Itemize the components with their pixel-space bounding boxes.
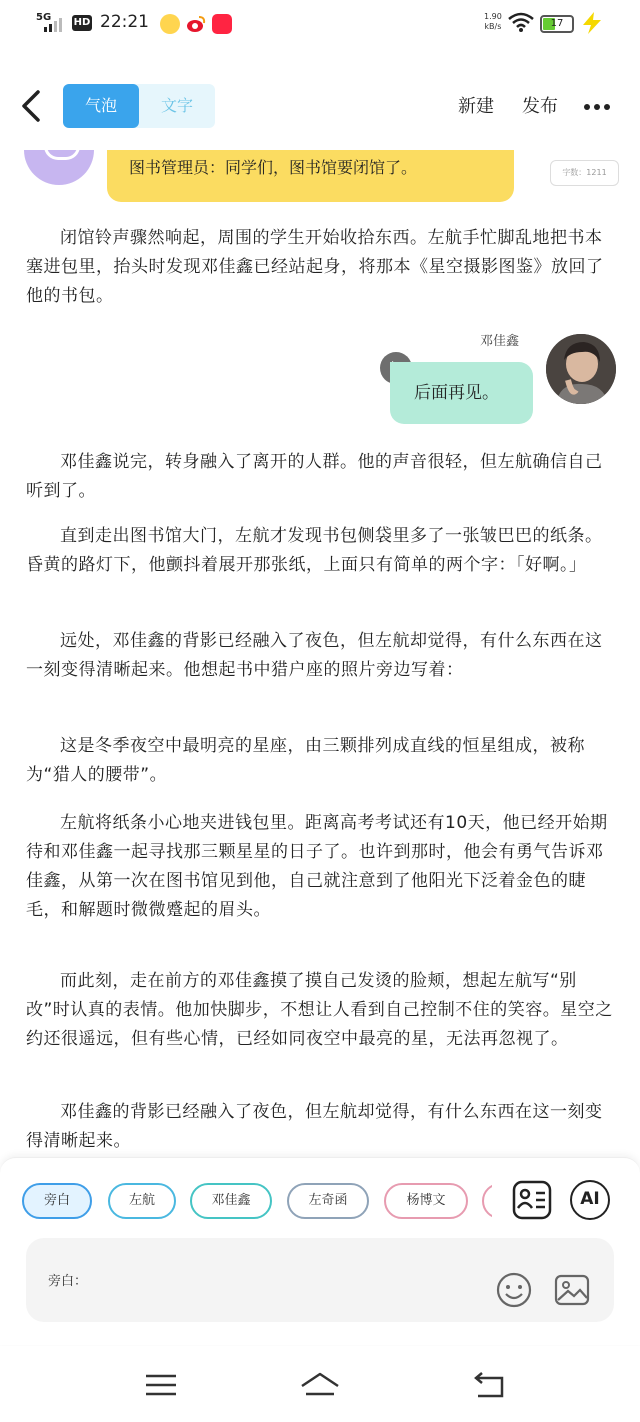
- signal-icon: [44, 18, 64, 32]
- back-nav-icon[interactable]: [468, 1368, 512, 1402]
- role-chip[interactable]: 左奇函: [287, 1183, 369, 1219]
- paragraph[interactable]: 左航将纸条小心地夹进钱包里。距离高考考试还有10天，他已经开始期待和邓佳鑫一起寻找那三颗星星的日子了。也许到那时，他会有勇气告诉邓佳鑫，从第一次在图书馆见到他，自己就注意到了他阳光下泛着金色的睫毛，和解题时微微蹙起的眉头。: [26, 813, 608, 920]
- network-speed: 1.90 kB/s: [484, 12, 502, 31]
- tab-bubble[interactable]: 气泡: [63, 84, 139, 128]
- story-content[interactable]: [0, 150, 640, 1155]
- character-card-icon[interactable]: [512, 1180, 552, 1220]
- dialogue-bubble-librarian[interactable]: 图书管理员：同学们，图书馆要闭馆了。: [107, 150, 514, 202]
- battery-icon: [540, 15, 574, 33]
- speaker-name: 邓佳鑫: [480, 334, 520, 349]
- input-role-label: 旁白：: [48, 1274, 88, 1289]
- word-count-badge: 字数：1211: [550, 160, 619, 186]
- xiaohongshu-icon: [212, 14, 232, 34]
- weibo-icon: [186, 14, 206, 34]
- role-chip[interactable]: 杨博文: [384, 1183, 468, 1219]
- system-nav-bar: [0, 1346, 640, 1422]
- wifi-icon: [508, 12, 534, 32]
- more-icon[interactable]: [582, 94, 612, 118]
- role-input-panel: [0, 1157, 640, 1345]
- content-input[interactable]: [26, 1238, 614, 1322]
- hd-badge: HD: [72, 15, 92, 31]
- librarian-avatar[interactable]: [24, 150, 94, 185]
- mode-toggle: [63, 84, 215, 128]
- tab-text[interactable]: 文字: [160, 96, 193, 115]
- publish-button[interactable]: 发布: [522, 96, 558, 117]
- dialogue-bubble[interactable]: 后面再见。: [390, 362, 533, 424]
- paragraph[interactable]: 远处，邓佳鑫的背影已经融入了夜色，但左航却觉得，有什么东西在这一刻变得清晰起来。他想起书中猎户座的照片旁边写着：: [26, 631, 603, 680]
- status-bar: [0, 0, 640, 48]
- network-type: 5G: [36, 12, 52, 23]
- paragraph[interactable]: 邓佳鑫说完，转身融入了离开的人群。他的声音很轻，但左航确信自己听到了。: [26, 452, 603, 501]
- role-chip[interactable]: [482, 1183, 492, 1219]
- battery-level: 17: [550, 18, 564, 29]
- role-chip-narrator[interactable]: 旁白: [22, 1183, 92, 1219]
- image-icon[interactable]: [554, 1272, 590, 1308]
- ai-icon[interactable]: AI: [570, 1180, 610, 1220]
- speaker-avatar[interactable]: [546, 334, 616, 404]
- paragraph[interactable]: 闭馆铃声骤然响起，周围的学生开始收拾东西。左航手忙脚乱地把书本塞进包里，抬头时发现邓佳鑫已经站起身，将那本《星空摄影图鉴》放回了他的书包。: [26, 228, 604, 306]
- new-button[interactable]: 新建: [458, 96, 494, 117]
- menu-icon[interactable]: [140, 1368, 184, 1402]
- wechat-icon: [160, 14, 180, 34]
- role-chips: [22, 1182, 492, 1222]
- clock: 22:21: [100, 12, 149, 32]
- charging-icon: [580, 12, 604, 34]
- paragraph[interactable]: 这是冬季夜空中最明亮的星座，由三颗排列成直线的恒星组成，被称为“猎人的腰带”。: [26, 736, 585, 785]
- emoji-icon[interactable]: [496, 1272, 532, 1308]
- role-chip[interactable]: 邓佳鑫: [190, 1183, 272, 1219]
- editor-header: [0, 68, 640, 148]
- role-chip[interactable]: 左航: [108, 1183, 176, 1219]
- paragraph[interactable]: 而此刻，走在前方的邓佳鑫摸了摸自己发烫的脸颊，想起左航写“别改”时认真的表情。他加快脚步，不想让人看到自己控制不住的笑容。星空之约还很遥远，但有些心情，已经如同夜空中最亮的星，无法再忽视了。: [26, 971, 613, 1049]
- paragraph[interactable]: 直到走出图书馆大门，左航才发现书包侧袋里多了一张皱巴巴的纸条。昏黄的路灯下，他颤抖着展开那张纸，上面只有简单的两个字：「好啊。」: [26, 526, 603, 575]
- home-icon[interactable]: [298, 1368, 342, 1402]
- back-icon[interactable]: [14, 84, 50, 128]
- paragraph[interactable]: 邓佳鑫的背影已经融入了夜色，但左航却觉得，有什么东西在这一刻变得清晰起来。: [26, 1102, 603, 1151]
